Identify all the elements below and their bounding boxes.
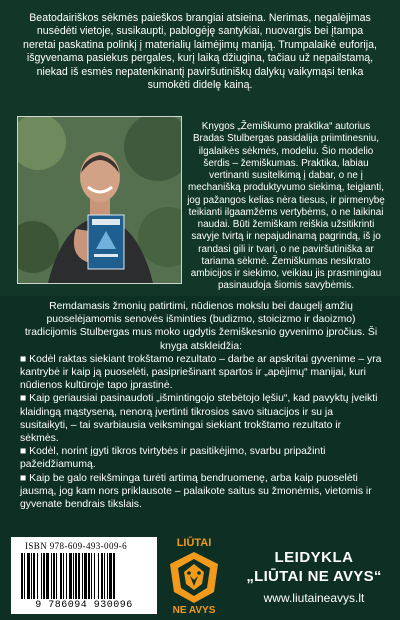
barcode-bar [84,553,87,599]
barcode-bar [91,553,92,599]
barcode-bar [88,553,90,599]
barcode-bar [43,553,45,599]
barcode-bar [27,553,30,599]
logo-top-text: LIŪTAI [176,537,212,549]
barcode-bar [41,553,42,599]
barcode-bar [104,553,105,599]
barcode-bar [107,553,108,599]
barcode-bar [66,553,67,599]
barcode-bar [53,553,55,599]
barcode-bar [37,553,38,599]
barcode-bar [56,553,57,599]
barcode-bar [31,553,32,599]
intro-paragraph: Beatodairiškos sėkmės paieškos brangiai atsieina. Nerimas, negalėjimas nusėdėti vietoje, susikaupti, pablogėję santykiai, nuovargis bei įtampa neretai paskatina polinkį į materialių laimėjimų maniją. Trumpalaikė euforija, išgyvenama pasiekus pergales, kurį laiką džiugina, tačiau už nepailstamą, niekad iš esmės nepatenkinantį paviršutiniškų dalykų vaikymąsi tenka sumokėti didelę kainą. [23,12,377,92]
barcode-bar [101,553,103,599]
about-paragraph: Knygos „Žemiškumo praktika“ autorius Bradas Stulbergas pasidalija priimtinesniu, ilgalaikės sėkmės, modeliu. Šio modelio šerdis – žemiškumas. Praktika, labiau vertinanti susitelkimą į dabar, o ne į mechanišką produktyvumo siekimą, teigianti, jog pažangos kelias nėra tiesus, ir pirmenybę teikianti ilgaamžėms vertybėms, o ne laikinai naudai. Būti žemiškam reiškia užsitikrinti savyje tvirtą ir nepajudinamą pagrindą, iš jo randasi gili ir tvari, o ne paviršutiniška ar tariama sėkmė. Žemiškumas nesikrato ambicijos ir siekimo, veikiau jis prasmingiau pasinaudoja šiomis savybėmis. [187,121,385,292]
bullet-item: ■ Kodėl, norint įgyti tikros tvirtybės ir pasitikėjimo, svarbu pripažinti pažeidžiamumą. [20,446,326,471]
barcode-bar [109,553,112,599]
barcode-bar [63,553,64,599]
author-photo [17,116,182,284]
barcode-bar [94,553,95,599]
publisher-name: „LIŪTAI NE AVYS“ [246,568,382,585]
barcode-bar [46,553,49,599]
publisher-url[interactable]: www.liutaineavys.lt [263,591,365,605]
lead-paragraph: Remdamasis žmonių patirtimi, nūdienos mokslu bei daugelį amžių puoselėjamomis senovės išminties (budizmo, stoicizmo ir daoizmo) tradicijomis Stulbergas mus moko ugdytis žemiškesnio gyvenimo įpročius. Ši knyga atskleidžia: [24,301,378,352]
bullet-item: ■ Kaip geriausiai pasinaudoti „išmintingojo stebėtojo lęšiu“, kad pavyktų įveikti klaidingą mąstyseną, nenorą įvertinti tikrosios savo situacijos ir su ja susitaikyti, – tai svarbiausia veiksmingai siekiant trokštamo rezultato ir sėkmės. [20,393,378,445]
barcode-bar [24,553,25,599]
publisher-label: LEIDYKLA [274,549,354,566]
barcode-bar [113,553,115,599]
bullet-item: ■ Kodėl raktas siekiant trokštamo rezultato – darbe ar apskritai gyvenime – yra kantrybė ir kaip ją puoselėti, pasipriešinant spartos ir „apėjimų“ manijai, kuri nūdienos kultūroje tapo įprastinė. [20,353,382,392]
logo-bottom-text: NE AVYS [172,605,216,616]
author-photo-image [18,117,181,283]
barcode-bar [69,553,72,599]
publisher-logo [158,537,230,617]
barcode-block [11,537,157,614]
barcode-bar [51,553,52,599]
barcode-bar [82,553,83,599]
bullet-item: ■ Kaip be galo reikšminga turėti artimą bendruomenę, arba kaip puoselėti jausmą, jog kam nors priklausote – palaikote saitus su žmonėmis, vietomis ir gyvenate bendrais tikslais. [20,472,372,511]
barcode-bar [60,553,62,599]
barcode-digits: 9 786094 930096 [35,600,133,611]
barcode-bar [98,553,99,599]
barcode-bars [19,553,149,599]
barcode-bar [73,553,74,599]
barcode-bar [78,553,80,599]
barcode-bar [21,553,23,599]
publisher-info [232,549,396,605]
description-block [20,300,382,511]
lion-logo-icon [168,550,220,605]
barcode-bar [75,553,77,599]
barcode-bar [33,553,35,599]
isbn-label: ISBN 978-609-493-009-6 [25,541,128,551]
